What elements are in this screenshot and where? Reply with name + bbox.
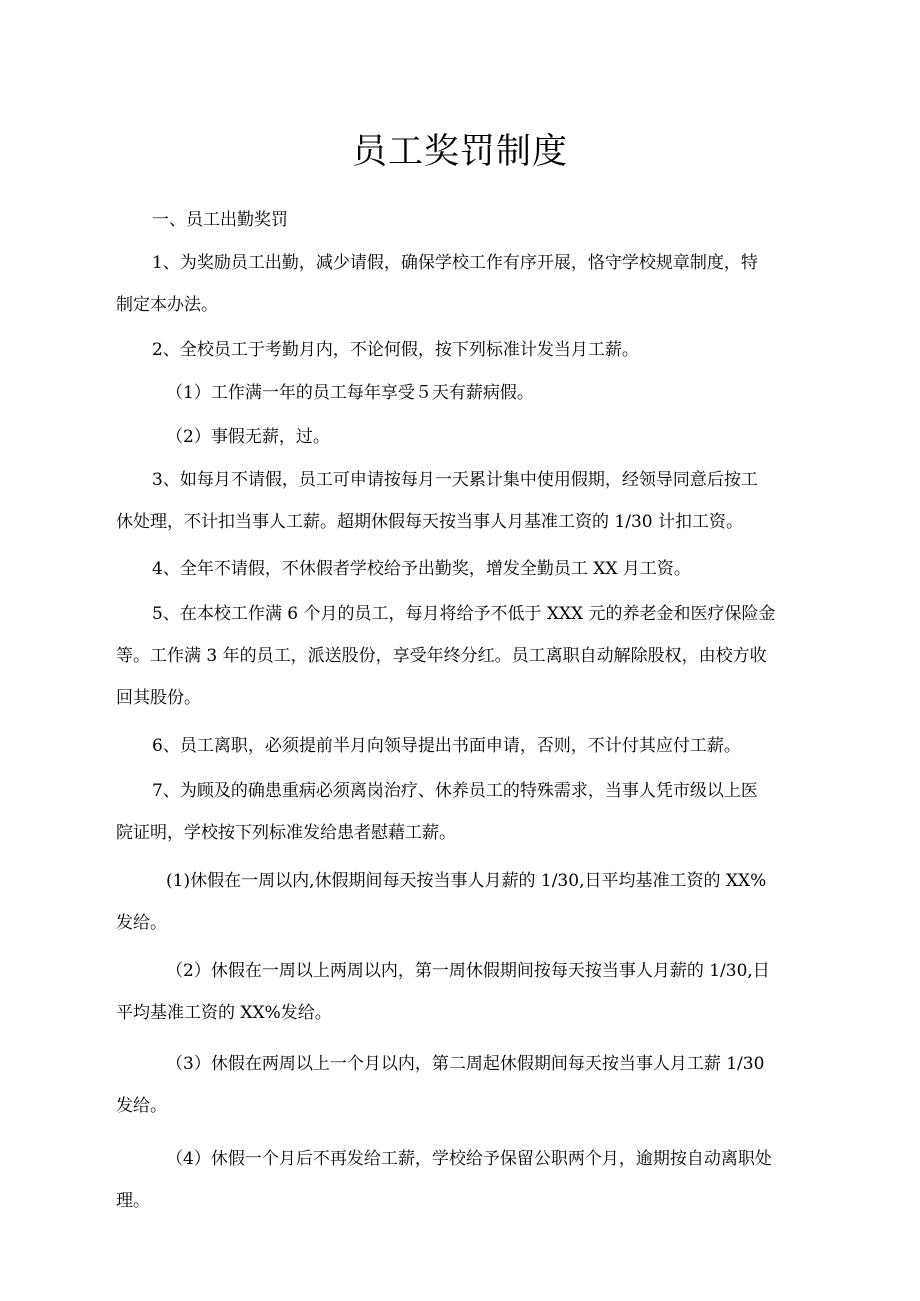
paragraph-1 <box>116 242 816 326</box>
paragraph-2-sub-2 <box>116 416 816 458</box>
paragraph-line: 平均基准工资的 XX%发给。 <box>116 1003 332 1023</box>
paragraph-line: （2）事假无薪，过。 <box>166 427 330 447</box>
paragraph-7-sub-4 <box>116 1138 816 1222</box>
paragraph-line: 4、全年不请假，不休假者学校给予出勤奖，增发全勤员工 XX 月工资。 <box>152 559 691 579</box>
paragraph-line: 5、在本校工作满 6 个月的员工，每月将给予不低于 XXX 元的养老金和医疗保险金 <box>152 604 776 624</box>
paragraph-line: 回其股份。 <box>116 688 201 708</box>
paragraph-line: 2、全校员工于考勤月内，不论何假，按下列标准计发当月工薪。 <box>152 340 639 360</box>
paragraph-line: 7、为顾及的确患重病必须离岗治疗、休养员工的特殊需求，当事人凭市级以上医 <box>152 781 758 801</box>
paragraph-line: 发给。 <box>116 913 167 933</box>
paragraph-5 <box>116 593 816 719</box>
paragraph-line: (1)休假在一周以内,休假期间每天按当事人月薪的 1/30,日平均基准工资的 XX% <box>166 871 767 891</box>
paragraph-line: 制定本办法。 <box>116 295 218 315</box>
paragraph-line: 3、如每月不请假，员工可申请按每月一天累计集中使用假期，经领导同意后按工 <box>152 470 758 490</box>
section-heading-text: 一、员工出勤奖罚 <box>152 210 288 230</box>
paragraph-6 <box>116 725 816 767</box>
paragraph-line: 1、为奖励员工出勤，减少请假，确保学校工作有序开展，恪守学校规章制度，特 <box>152 253 758 273</box>
paragraph-line: 发给。 <box>116 1096 167 1116</box>
paragraph-line: 理。 <box>116 1191 150 1211</box>
paragraph-line: （3）休假在两周以上一个月以内，第二周起休假期间每天按当事人月工薪 1/30 <box>166 1054 765 1074</box>
paragraph-3 <box>116 459 816 543</box>
paragraph-7 <box>116 770 816 854</box>
paragraph-line: 6、员工离职，必须提前半月向领导提出书面申请，否则，不计付其应付工薪。 <box>152 736 741 756</box>
section-heading <box>116 199 816 241</box>
paragraph-7-sub-1 <box>116 860 816 944</box>
paragraph-line: （1）工作满一年的员工每年享受５天有薪病假。 <box>166 383 534 403</box>
paragraph-line: 休处理，不计扣当事人工薪。超期休假每天按当事人月基准工资的 1/30 计扣工资。 <box>116 512 743 532</box>
paragraph-line: 院证明，学校按下列标准发给患者慰藉工薪。 <box>116 823 456 843</box>
paragraph-line: （2）休假在一周以上两周以内，第一周休假期间按每天按当事人月薪的 1/30,日 <box>166 961 770 981</box>
paragraph-4 <box>116 548 816 590</box>
document-title: 员工奖罚制度 <box>351 132 568 172</box>
paragraph-2 <box>116 329 816 371</box>
paragraph-2-sub-1 <box>116 372 816 414</box>
paragraph-7-sub-3 <box>116 1043 816 1127</box>
paragraph-7-sub-2 <box>116 950 816 1034</box>
paragraph-line: 等。工作满 3 年的员工，派送股份，享受年终分红。员工离职自动解除股权，由校方收 <box>116 646 767 666</box>
paragraph-line: （4）休假一个月后不再发给工薪，学校给予保留公职两个月，逾期按自动离职处 <box>166 1149 772 1169</box>
